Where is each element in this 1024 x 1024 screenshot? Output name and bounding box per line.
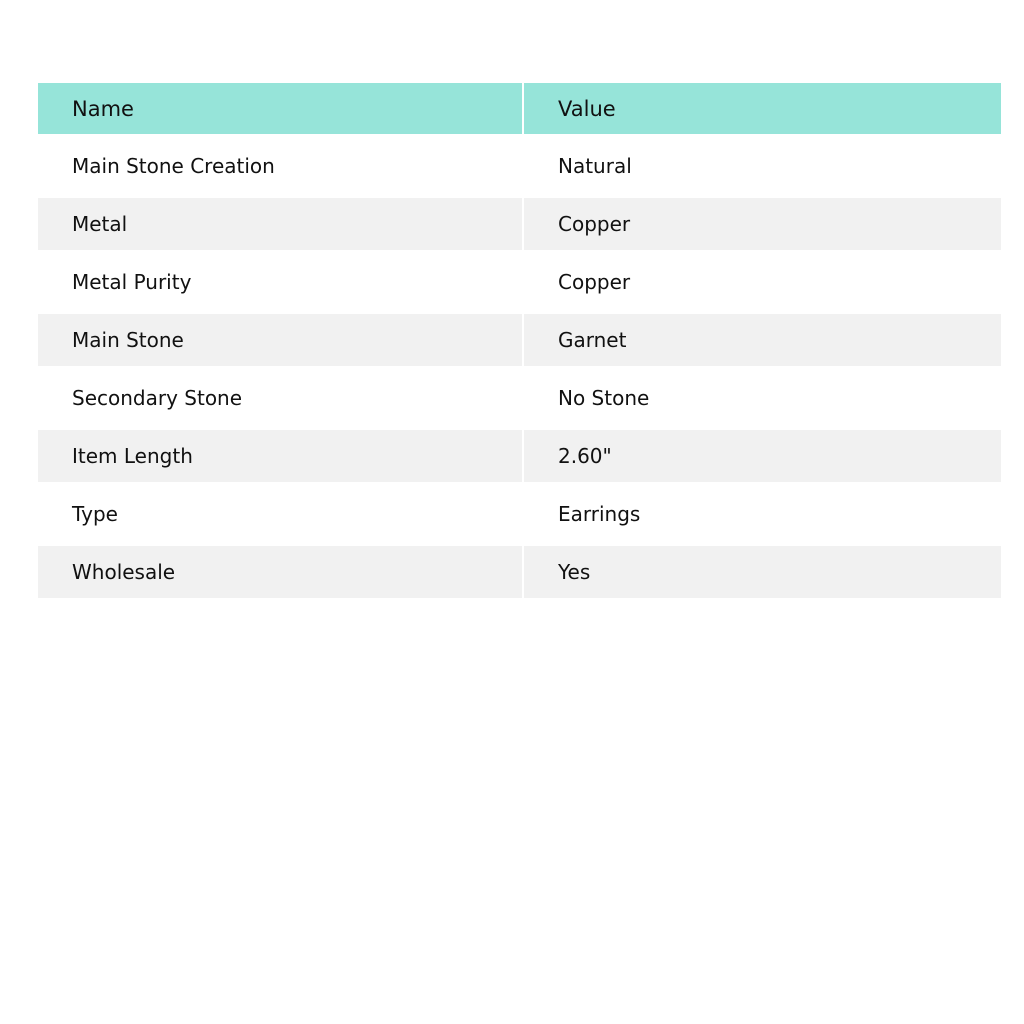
cell-value: 2.60" xyxy=(523,430,1001,482)
cell-name: Main Stone xyxy=(38,314,523,366)
cell-name: Item Length xyxy=(38,430,523,482)
cell-name: Wholesale xyxy=(38,546,523,598)
column-header-value: Value xyxy=(523,83,1001,134)
table-row xyxy=(38,198,1001,250)
table-row xyxy=(38,482,1001,546)
cell-value: Copper xyxy=(523,250,1001,314)
table-row xyxy=(38,250,1001,314)
cell-name: Metal xyxy=(38,198,523,250)
cell-name: Main Stone Creation xyxy=(38,134,523,198)
column-header-name: Name xyxy=(38,83,523,134)
table-header-row xyxy=(38,83,1001,134)
cell-name: Metal Purity xyxy=(38,250,523,314)
table-row xyxy=(38,430,1001,482)
table-row xyxy=(38,134,1001,198)
cell-value: No Stone xyxy=(523,366,1001,430)
cell-name: Secondary Stone xyxy=(38,366,523,430)
cell-value: Garnet xyxy=(523,314,1001,366)
cell-name: Type xyxy=(38,482,523,546)
cell-value: Copper xyxy=(523,198,1001,250)
cell-value: Earrings xyxy=(523,482,1001,546)
spec-table xyxy=(38,83,1001,598)
table-row xyxy=(38,314,1001,366)
table-row xyxy=(38,366,1001,430)
cell-value: Natural xyxy=(523,134,1001,198)
cell-value: Yes xyxy=(523,546,1001,598)
table-row xyxy=(38,546,1001,598)
